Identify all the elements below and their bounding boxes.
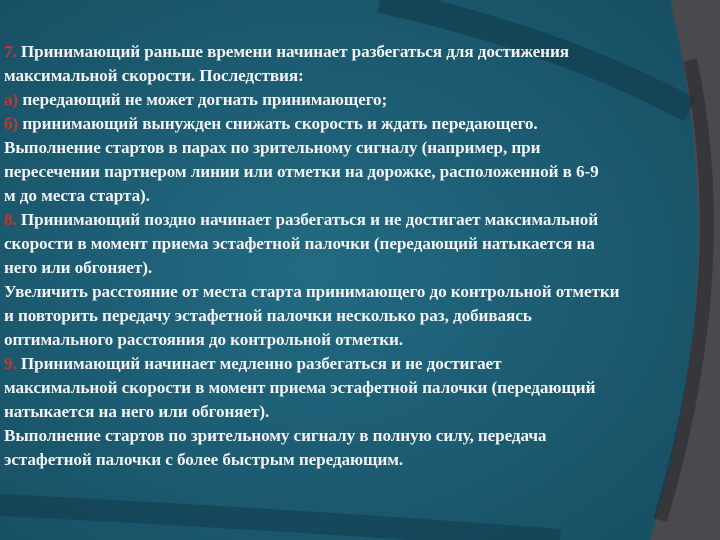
item-marker: 7.: [4, 42, 17, 61]
text-line: [4, 64, 718, 88]
line-text: Принимающий поздно начинает разбегаться и не достигает максимальной: [16, 210, 599, 229]
line-text: Выполнение стартов в парах по зрительному сигналу (например, при: [4, 138, 541, 157]
text-line: [4, 256, 718, 280]
line-text: максимальной скорости в момент приема эстафетной палочки (передающий: [4, 378, 596, 397]
text-line: [4, 184, 718, 208]
text-line: [4, 208, 718, 232]
text-line: [4, 352, 718, 376]
item-marker: 9.: [4, 354, 17, 373]
text-line: [4, 40, 718, 64]
line-text: принимающий вынужден снижать скорость и ждать передающего.: [18, 114, 538, 133]
text-line: [4, 88, 718, 112]
text-line: [4, 328, 718, 352]
text-line: [4, 400, 718, 424]
line-text: натыкается на него или обгоняет).: [4, 402, 270, 421]
line-text: Принимающий начинает медленно разбегаться и не достигает: [16, 354, 502, 373]
line-text: него или обгоняет).: [4, 258, 153, 277]
item-marker: б): [4, 114, 19, 133]
line-text: передающий не может догнать принимающего;: [18, 90, 388, 109]
line-text: максимальной скорости. Последствия:: [4, 66, 304, 85]
text-line: [4, 232, 718, 256]
line-text: Принимающий раньше времени начинает разбегаться для достижения: [16, 42, 569, 61]
item-marker: 8.: [4, 210, 17, 229]
text-line: [4, 160, 718, 184]
text-line: [4, 280, 718, 304]
text-line: [4, 136, 718, 160]
item-marker: а): [4, 90, 19, 109]
line-text: пересечении партнером линии или отметки на дорожке, расположенной в 6-9: [4, 162, 599, 181]
line-text: и повторить передачу эстафетной палочки несколько раз, добиваясь: [4, 306, 532, 325]
text-line: [4, 424, 718, 448]
line-text: Увеличить расстояние от места старта принимающего до контрольной отметки: [4, 282, 620, 301]
text-line: [4, 376, 718, 400]
text-line: [4, 112, 718, 136]
slide-text: [4, 40, 718, 472]
line-text: скорости в момент приема эстафетной палочки (передающий натыкается на: [4, 234, 595, 253]
line-text: оптимального расстояния до контрольной отметки.: [4, 330, 404, 349]
text-line: [4, 448, 718, 472]
line-text: Выполнение стартов по зрительному сигналу в полную силу, передача: [4, 426, 547, 445]
line-text: эстафетной палочки с более быстрым передающим.: [4, 450, 404, 469]
text-line: [4, 304, 718, 328]
line-text: м до места старта).: [4, 186, 150, 205]
